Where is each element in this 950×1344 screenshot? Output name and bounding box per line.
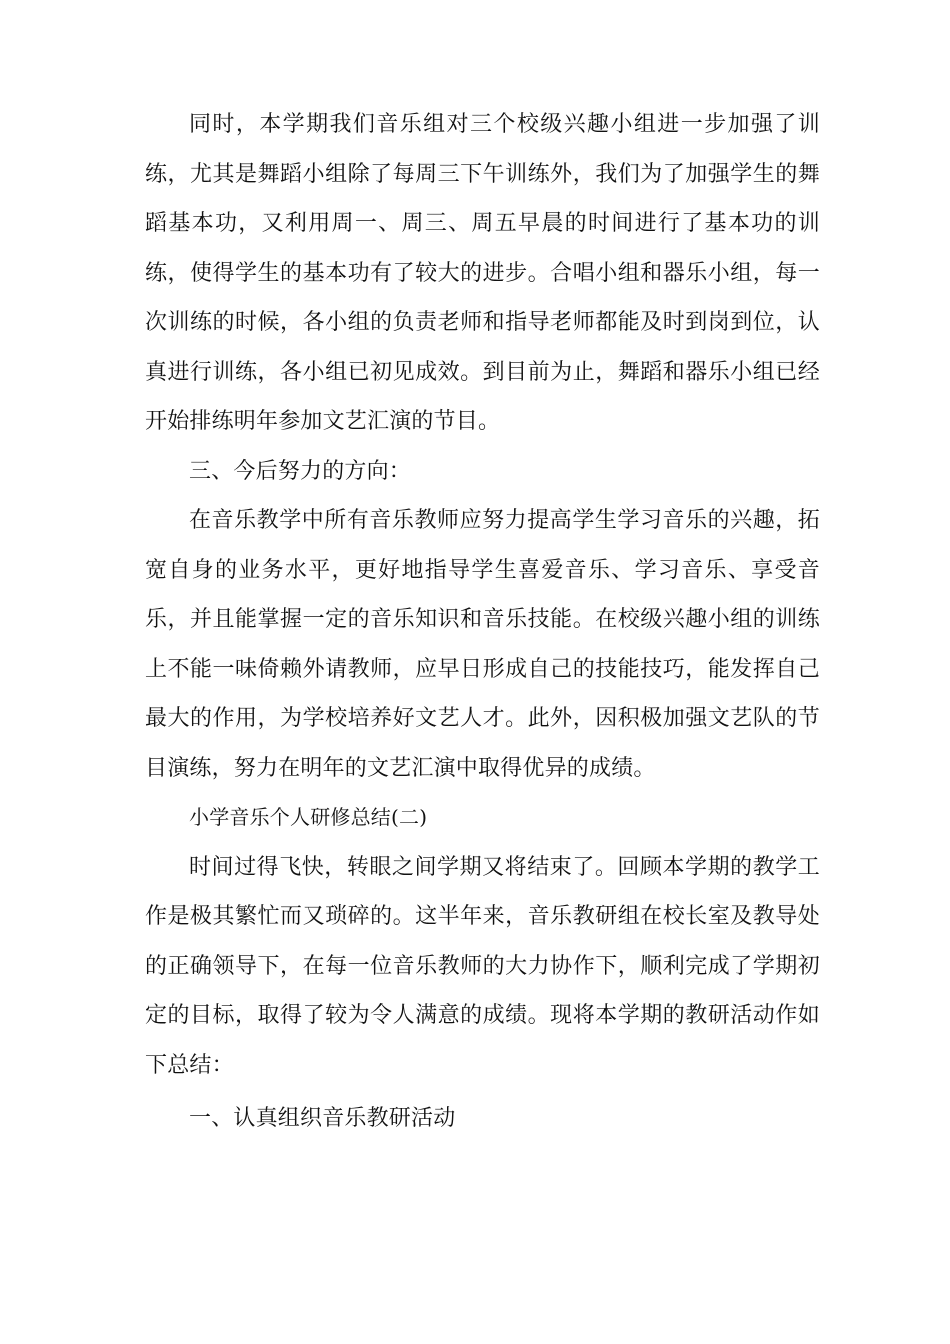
section-heading-future-direction: 三、今后努力的方向： bbox=[189, 458, 412, 484]
document-subtitle: 小学音乐个人研修总结(二) bbox=[189, 805, 428, 829]
document-body bbox=[145, 100, 820, 1144]
section-heading-teaching-research: 一、认真组织音乐教研活动 bbox=[189, 1106, 456, 1131]
paragraph-semester-review: 时间过得飞快，转眼之间学期又将结束了。回顾本学期的教学工作是极其繁忙而又琐碎的。这半年来，音乐教研组在校长室及教导处的正确领导下，在每一位音乐教师的大力协作下，顺利完成了学期初定的目标，取得了较为令人满意的成绩。现将本学期的教研活动作如下总结： bbox=[145, 854, 820, 1078]
paragraph-interest-group-training: 同时，本学期我们音乐组对三个校级兴趣小组进一步加强了训练，尤其是舞蹈小组除了每周三下午训练外，我们为了加强学生的舞蹈基本功，又利用周一、周三、周五早晨的时间进行了基本功的训练，使得学生的基本功有了较大的进步。合唱小组和器乐小组，每一次训练的时候，各小组的负责老师和指导老师都能及时到岗到位，认真进行训练，各小组已初见成效。到目前为止，舞蹈和器乐小组已经开始排练明年参加文艺汇演的节目。 bbox=[145, 112, 820, 434]
paragraph-future-direction: 在音乐教学中所有音乐教师应努力提高学生学习音乐的兴趣，拓宽自身的业务水平，更好地指导学生喜爱音乐、学习音乐、享受音乐，并且能掌握一定的音乐知识和音乐技能。在校级兴趣小组的训练上不能一味倚赖外请教师，应早日形成自己的技能技巧，能发挥自己最大的作用，为学校培养好文艺人才。此外，因积极加强文艺队的节目演练，努力在明年的文艺汇演中取得优异的成绩。 bbox=[145, 508, 820, 781]
